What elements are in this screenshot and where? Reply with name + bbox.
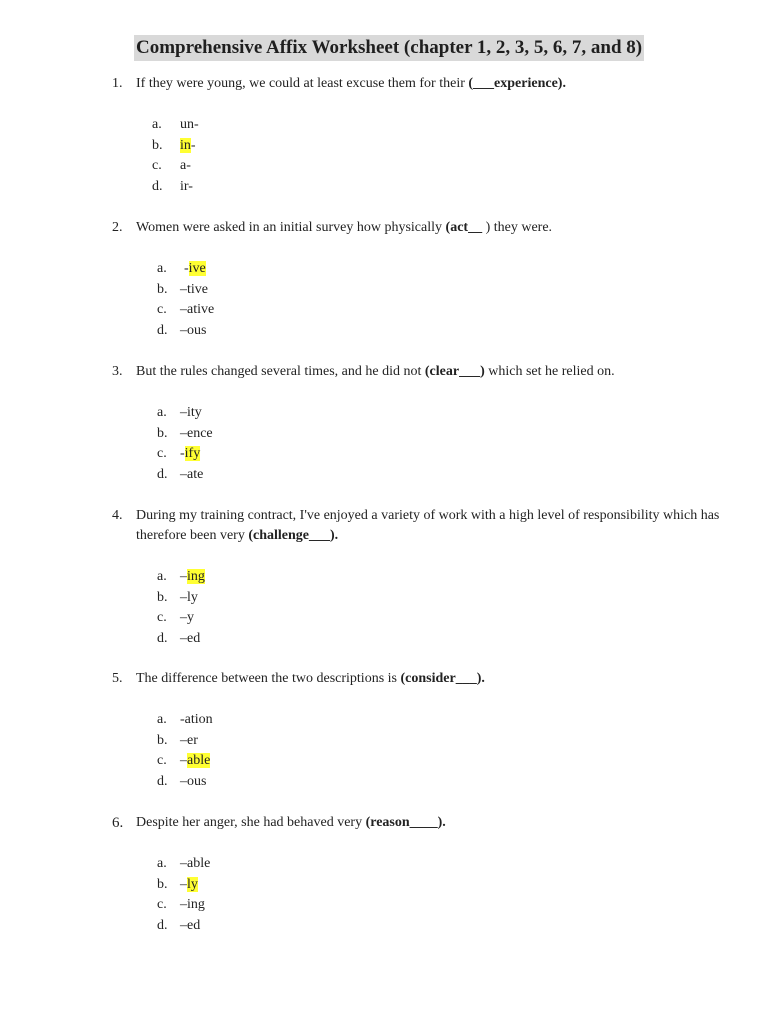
option-text (180, 916, 200, 936)
option-label: –ous (180, 322, 207, 338)
option-letter: a. (157, 405, 167, 420)
question-text (136, 74, 736, 94)
option-label: –er (180, 732, 198, 748)
option-letter: b. (157, 281, 168, 297)
option-text (180, 115, 199, 135)
option-label: –ous (180, 773, 207, 789)
question-number: 6. (112, 815, 124, 831)
option-text (180, 731, 198, 751)
question-prompt: The difference between the two descriptions is (136, 671, 401, 686)
option-label: –ate (180, 466, 204, 482)
option-text (180, 321, 206, 341)
question-prompt: If they were young, we could at least excuse them for their (136, 76, 469, 91)
option-text (180, 608, 194, 628)
option-letter: c. (157, 897, 167, 912)
option-label: –ence (180, 425, 213, 441)
option-label: –y (180, 610, 194, 625)
option-text (180, 136, 196, 156)
option-letter: a. (152, 117, 162, 132)
option-prefix: – (180, 753, 187, 768)
option-letter: d. (157, 630, 168, 646)
option-letter: d. (152, 178, 163, 194)
question-text (136, 218, 736, 238)
option-letter: b. (157, 425, 168, 441)
option-label: a- (180, 158, 191, 173)
question-number: 5. (112, 671, 123, 686)
option-label: - (190, 137, 196, 153)
option-text (180, 751, 210, 771)
question-text (136, 362, 736, 382)
question-number: 2. (112, 220, 123, 235)
option-label: ir- (180, 178, 193, 194)
question-blank-word: (reason____). (365, 815, 446, 830)
question-text (136, 669, 736, 689)
option-label: –ity (180, 405, 202, 420)
option-letter: d. (157, 466, 168, 482)
option-letter: c. (157, 302, 167, 317)
option-label: un- (180, 117, 199, 132)
option-label: –ed (180, 630, 201, 646)
page-title: Comprehensive Affix Worksheet (chapter 1, 2, 3, 5, 6, 7, and 8) (134, 35, 644, 61)
option-text (180, 444, 200, 464)
highlighted-answer: ify (184, 446, 201, 461)
question-text (136, 813, 736, 833)
option-label: –ly (180, 589, 198, 605)
option-letter: c. (157, 753, 167, 768)
option-label: –ed (180, 917, 201, 933)
option-prefix: – (180, 569, 187, 584)
option-text (180, 629, 200, 649)
option-letter: a. (157, 569, 167, 584)
highlighted-answer: able (187, 753, 211, 768)
option-text (180, 710, 213, 730)
question-number: 3. (112, 364, 123, 379)
option-text (180, 588, 198, 608)
question-blank-word: (___experience). (468, 76, 566, 91)
option-letter: c. (157, 446, 167, 461)
option-text (180, 280, 208, 300)
option-letter: c. (157, 610, 167, 625)
highlighted-answer: ing (187, 569, 205, 584)
question-prompt: During my training contract, I've enjoyed a variety of work with a high level of responsibility which has therefore been very (136, 508, 720, 543)
option-text (180, 875, 198, 895)
highlighted-answer: ly (187, 876, 198, 892)
question-blank-word: (challenge___). (248, 528, 339, 543)
option-text (184, 259, 206, 279)
option-letter: a. (157, 712, 167, 727)
option-letter: a. (157, 261, 167, 276)
question-text (136, 506, 736, 546)
option-letter: d. (157, 917, 168, 933)
option-prefix: - (184, 261, 189, 276)
option-text (180, 403, 202, 423)
question-prompt-end: which set he relied on. (484, 364, 615, 379)
option-text (180, 156, 191, 176)
option-prefix: - (180, 446, 185, 461)
question-prompt: Despite her anger, she had behaved very (136, 815, 366, 830)
option-letter: d. (157, 773, 168, 789)
question-blank-word: (consider___). (400, 671, 485, 686)
option-label: –ative (180, 302, 215, 317)
option-text (180, 424, 213, 444)
option-label: -ation (180, 712, 213, 727)
highlighted-answer: in (180, 137, 191, 153)
option-letter: b. (157, 589, 168, 605)
question-prompt: Women were asked in an initial survey how physically (136, 220, 446, 235)
option-letter: b. (152, 137, 163, 153)
option-text (180, 300, 214, 320)
option-text (180, 177, 193, 197)
option-text (180, 895, 205, 915)
option-text (180, 854, 210, 874)
option-letter: a. (157, 856, 167, 871)
option-prefix: – (180, 876, 187, 892)
option-text (180, 465, 203, 485)
question-prompt-end: ) they were. (485, 220, 553, 235)
option-label: –ing (180, 897, 205, 912)
option-label: –able (180, 856, 211, 871)
option-letter: b. (157, 732, 168, 748)
question-blank-word: (clear___) (424, 364, 485, 379)
question-blank-word: (act__ (445, 220, 486, 235)
option-text (180, 772, 206, 792)
question-prompt: But the rules changed several times, and he did not (136, 364, 425, 379)
highlighted-answer: ive (188, 261, 206, 276)
option-label: –tive (180, 281, 208, 297)
question-number: 1. (112, 76, 123, 91)
question-number: 4. (112, 508, 123, 523)
option-text (180, 567, 205, 587)
option-letter: b. (157, 876, 168, 892)
option-letter: c. (152, 158, 162, 173)
option-letter: d. (157, 322, 168, 338)
